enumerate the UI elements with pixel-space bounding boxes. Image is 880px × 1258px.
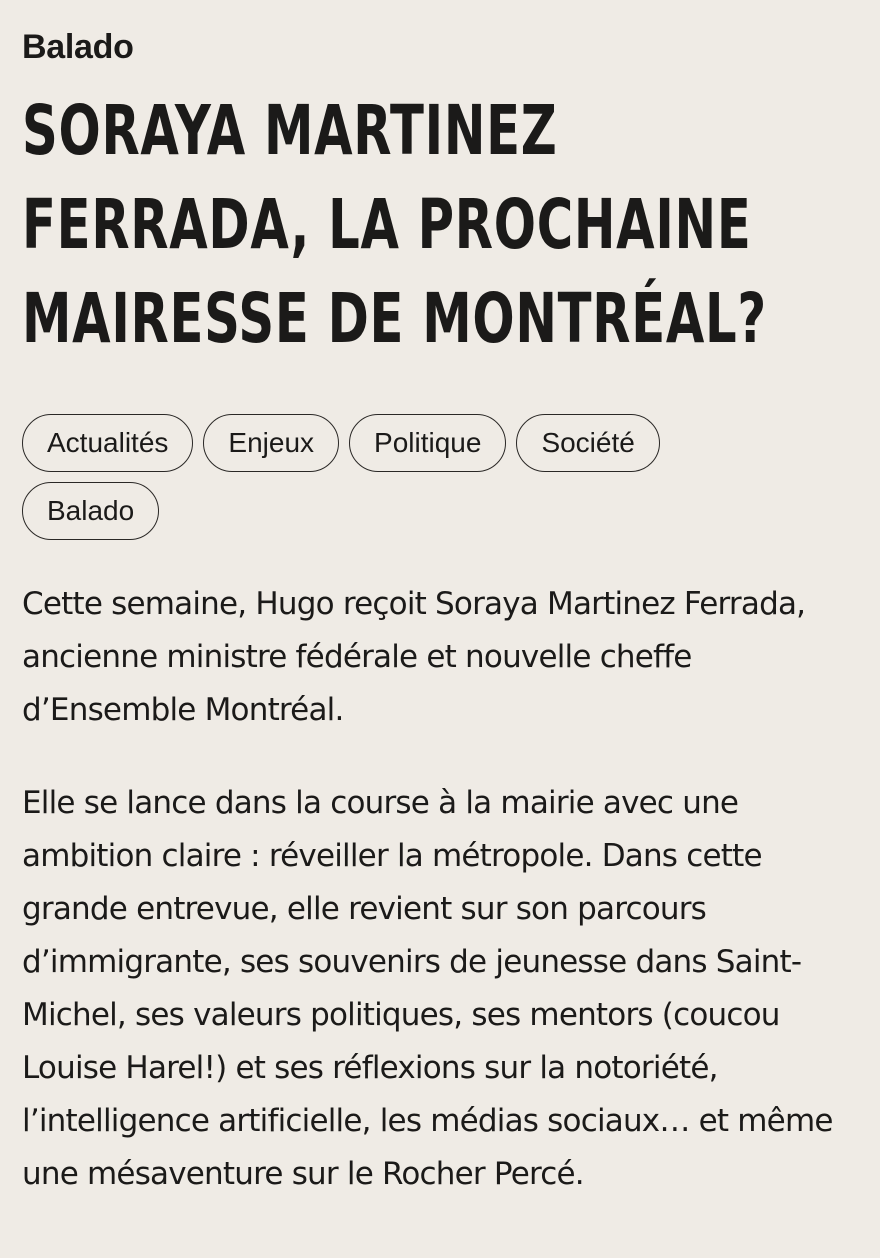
article-body — [22, 578, 858, 1201]
tag-balado[interactable]: Balado — [22, 482, 159, 540]
article-title: SORAYA MARTINEZ FERRADA, LA PROCHAINE MAIRESSE DE MONTRÉAL? — [22, 91, 767, 359]
paragraph-details: Elle se lance dans la course à la mairie avec une ambition claire : réveiller la métropole. Dans cette grande entrevue, elle revient sur son parcours d’immigrante, ses souvenirs de jeunesse dans Saint-Michel, ses valeurs politiques, ses mentors (coucou Louise Harel!) et ses réflexions sur la notoriété, l’intelligence artificielle, les médias sociaux… et même une mésaventure sur le Rocher Percé. — [22, 785, 833, 1192]
tag-societe[interactable]: Société — [516, 414, 659, 472]
title-wrap — [22, 84, 858, 374]
paragraph-intro: Cette semaine, Hugo reçoit Soraya Martinez Ferrada, ancienne ministre fédérale et nouvelle cheffe d’Ensemble Montréal. — [22, 586, 806, 728]
tag-politique[interactable]: Politique — [349, 414, 506, 472]
tag-actualites[interactable]: Actualités — [22, 414, 193, 472]
tag-list — [22, 414, 782, 540]
tag-enjeux[interactable]: Enjeux — [203, 414, 339, 472]
category-label: Balado — [22, 28, 134, 66]
